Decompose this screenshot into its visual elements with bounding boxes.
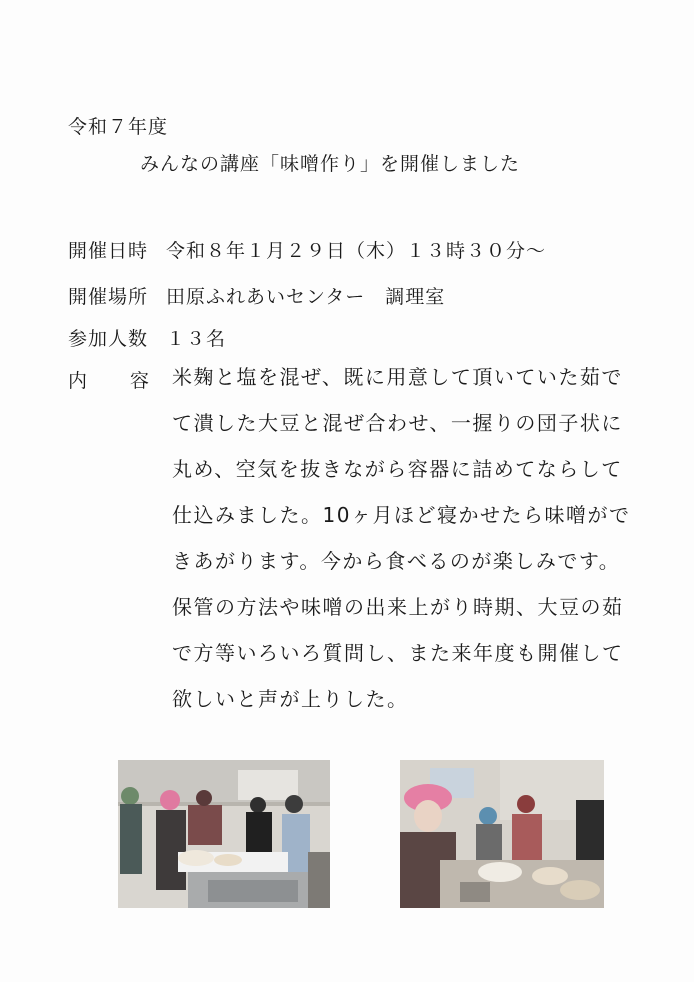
content-label: 内 容 xyxy=(68,370,150,392)
content-line: 丸め、空気を抜きながら容器に詰めてならして xyxy=(172,457,623,481)
fiscal-year: 令和７年度 xyxy=(68,116,169,138)
detail-row-participants xyxy=(68,324,226,351)
detail-value-venue: 田原ふれあいセンター 調理室 xyxy=(166,286,446,308)
content-line: きあがります。今から食べるのが楽しみです。 xyxy=(172,549,621,573)
detail-row-datetime xyxy=(68,236,546,263)
photo-cooking-class-closeup xyxy=(400,760,604,908)
detail-label-participants: 参加人数 xyxy=(68,328,149,350)
page-title: みんなの講座「味噌作り」を開催しました xyxy=(140,153,521,175)
detail-label-datetime: 開催日時 xyxy=(68,240,149,262)
content-line: 仕込みました。10ヶ月ほど寝かせたら味噌がで xyxy=(172,503,631,527)
content-line: て潰した大豆と混ぜ合わせ、一握りの団子状に xyxy=(172,411,623,435)
detail-value-participants: １３名 xyxy=(166,328,227,350)
content-line: 欲しいと声が上りした。 xyxy=(172,687,409,711)
detail-row-content xyxy=(68,366,166,393)
content-line: 米麹と塩を混ぜ、既に用意して頂いていた茹で xyxy=(172,365,623,389)
detail-value-datetime: 令和８年１月２９日（木）１３時３０分～ xyxy=(166,240,547,262)
content-body xyxy=(172,362,630,730)
photo-cooking-class-room xyxy=(118,760,330,908)
content-line: 保管の方法や味噌の出来上がり時期、大豆の茹 xyxy=(172,595,624,619)
content-line: で方等いろいろ質問し、また来年度も開催して xyxy=(172,641,624,665)
detail-label-venue: 開催場所 xyxy=(68,286,149,308)
detail-row-venue xyxy=(68,282,445,309)
